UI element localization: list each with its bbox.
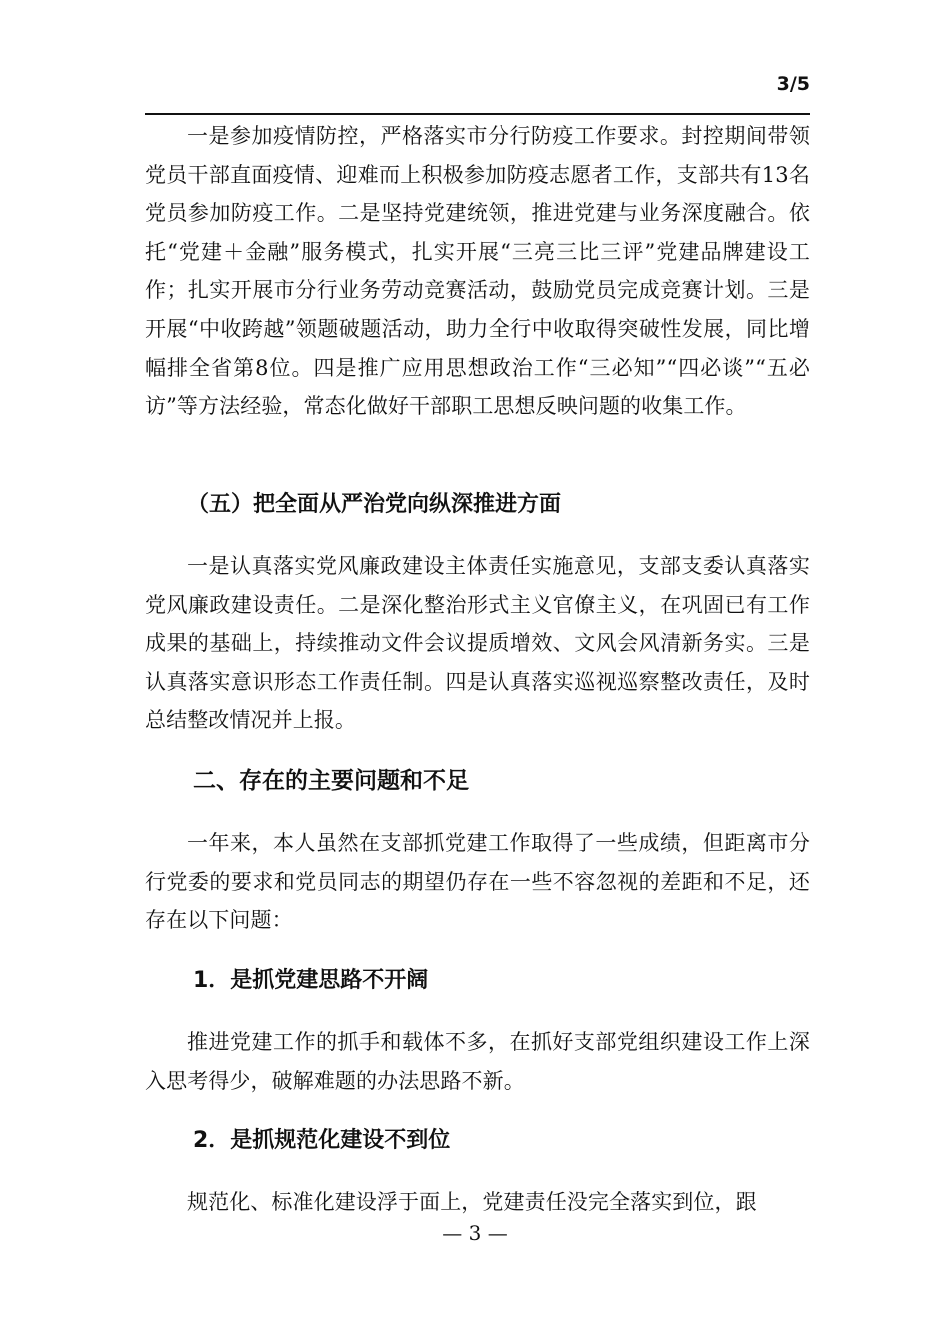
page-number-footer: — 3 —: [442, 1221, 508, 1245]
paragraph-problem-1: 推进党建工作的抓手和载体不多，在抓好支部党组织建设工作上深入思考得少，破解难题的办法思路不新。: [145, 1030, 810, 1093]
header-rule: [145, 113, 810, 115]
paragraph-integrity-responsibility: 一是认真落实党风廉政建设主体责任实施意见，支部支委认真落实党风廉政建设责任。二是深化整治形式主义官僚主义，在巩固已有工作成果的基础上，持续推动文件会议提质增效、文风会风清新务实。三是认真落实意识形态工作责任制。四是认真落实巡视巡察整改责任，及时总结整改情况并上报。: [145, 554, 810, 733]
subheading-problem-1: 1．是抓党建思路不开阔: [193, 968, 429, 993]
paragraph-problems-intro: 一年来，本人虽然在支部抓党建工作取得了一些成绩，但距离市分行党委的要求和党员同志的期望仍存在一些不容忽视的差距和不足，还存在以下问题：: [145, 831, 810, 933]
page-counter: 3/5: [776, 73, 810, 95]
subheading-problem-2: 2．是抓规范化建设不到位: [193, 1128, 451, 1153]
section-heading-strict-governance: （五）把全面从严治党向纵深推进方面: [187, 492, 562, 517]
paragraph-epidemic-and-party-building: 一是参加疫情防控，严格落实市分行防疫工作要求。封控期间带领党员干部直面疫情、迎难而上积极参加防疫志愿者工作，支部共有13名党员参加防疫工作。二是坚持党建统领，推进党建与业务深度融合。依托“党建＋金融”服务模式，扎实开展“三亮三比三评”党建品牌建设工作；扎实开展市分行业务劳动竞赛活动，鼓励党员完成竞赛计划。三是开展“中收跨越”领题破题活动，助力全行中收取得突破性发展，同比增幅排全省第8位。四是推广应用思想政治工作“三必知”“四必谈”“五必访”等方法经验，常态化做好干部职工思想反映问题的收集工作。: [145, 124, 810, 419]
paragraph-problem-2: 规范化、标准化建设浮于面上，党建责任没完全落实到位，跟: [187, 1190, 757, 1214]
section-heading-problems: 二、存在的主要问题和不足: [193, 768, 469, 794]
